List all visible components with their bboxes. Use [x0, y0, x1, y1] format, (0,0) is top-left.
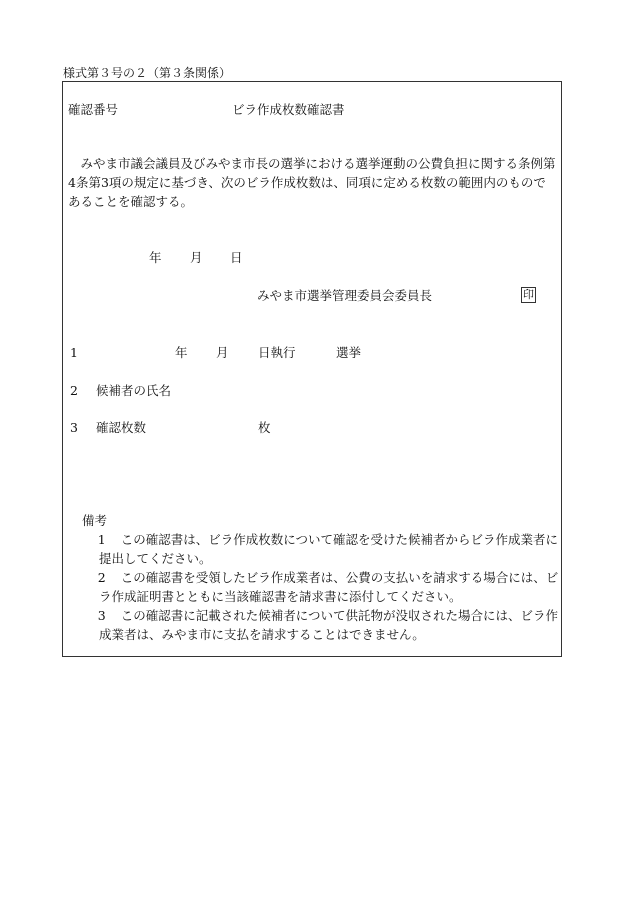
item-3-unit: 枚	[258, 420, 271, 435]
remark-1-text: この確認書は、ビラ作成枚数について確認を受けた候補者からビラ作成業者に提出してください。	[99, 532, 558, 566]
item-2-number: 2	[70, 383, 78, 398]
remark-2-text: この確認書を受領したビラ作成業者は、公費の支払いを請求する場合には、ビラ作成証明書とともに当該確認書を請求書に添付してください。	[99, 570, 559, 604]
item-1-election: 選挙	[336, 345, 362, 360]
remark-2-number: 2	[97, 570, 106, 585]
item-3-label: 確認枚数	[96, 420, 147, 435]
item-1-day-exec: 日執行	[258, 345, 296, 360]
item-3-number: 3	[70, 420, 78, 435]
remark-3-text: この確認書に記載された候補者について供託物が没収された場合には、ビラ作成業者は、みやま市に支払を請求することはできません。	[99, 608, 558, 642]
document-title: ビラ作成枚数確認書	[232, 102, 345, 117]
remarks-title: 備考	[82, 513, 108, 528]
confirmation-number-label: 確認番号	[68, 102, 119, 117]
remark-3-number: 3	[97, 608, 106, 623]
remark-1-number: 1	[97, 532, 106, 547]
form-number-label: 様式第３号の２（第３条関係）	[63, 66, 232, 80]
date-month-label: 月	[190, 250, 203, 265]
date-day-label: 日	[230, 250, 243, 265]
remark-2	[99, 568, 567, 606]
date-year-label: 年	[149, 250, 162, 265]
issuer-name: みやま市選挙管理委員会委員長	[257, 288, 433, 303]
item-1-month: 月	[216, 345, 229, 360]
item-1-year: 年	[175, 345, 188, 360]
remark-1	[99, 530, 567, 568]
item-1-number: 1	[70, 345, 78, 360]
body-paragraph	[68, 154, 556, 211]
remark-3	[99, 606, 567, 644]
item-2-label: 候補者の氏名	[96, 383, 172, 398]
body-text: みやま市議会議員及びみやま市長の選挙における選挙運動の公費負担に関する条例第4条第3項の規定に基づき、次のビラ作成枚数は、同項に定める枚数の範囲内のものであることを確認する。	[68, 156, 556, 209]
seal-stamp: 印	[523, 288, 534, 301]
